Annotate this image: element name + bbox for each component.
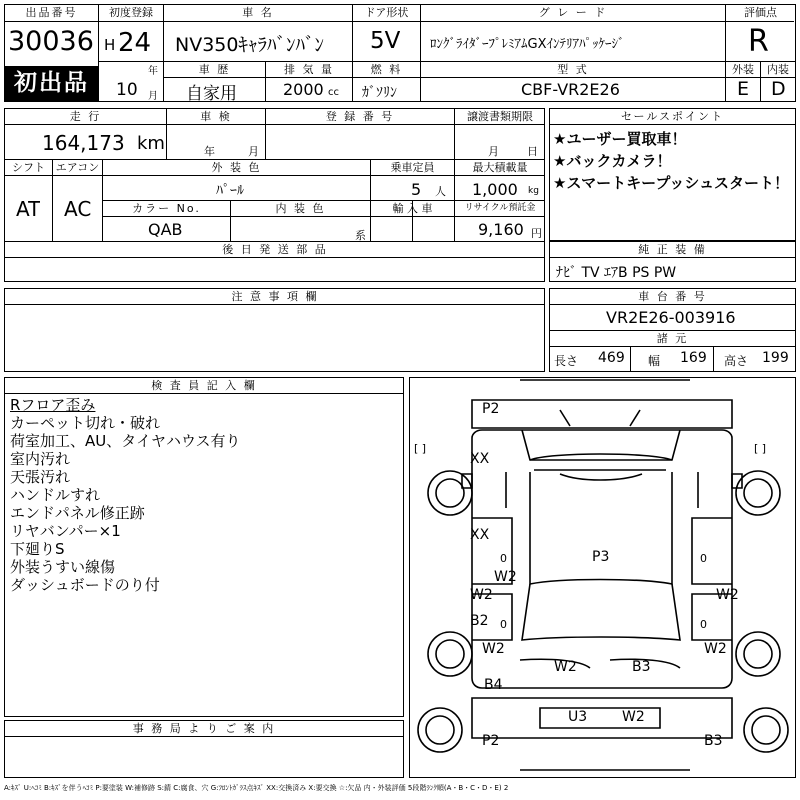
- displacement-unit: cc: [328, 87, 339, 98]
- office-notice-label: 事 務 局 よ り ご 案 内: [132, 722, 276, 735]
- sales-point: ★バックカメラ！: [553, 152, 672, 170]
- ac-value: AC: [64, 197, 92, 221]
- interior-color-label: 内 装 色: [275, 202, 326, 215]
- era: H: [104, 36, 116, 54]
- chassis-label: 車 台 番 号: [638, 290, 707, 303]
- displacement: 2000: [283, 80, 324, 99]
- score-label: 評価点: [744, 6, 777, 19]
- damage-mark: B3: [704, 733, 723, 749]
- sales-points-label: セールスポイント: [620, 110, 724, 123]
- capacity-unit: 人: [435, 185, 446, 198]
- width-label: 幅: [648, 354, 661, 368]
- first-listing-badge: 初出品: [5, 66, 98, 101]
- later-parts-label: 後 日 発 送 部 品: [222, 243, 328, 256]
- model-code: CBF-VR2E26: [521, 80, 620, 99]
- fuel: ｶﾞｿﾘﾝ: [362, 85, 397, 101]
- max-load-value: 1,000: [472, 180, 518, 199]
- capacity-label: 乗車定員: [390, 161, 435, 174]
- inspector-note: ハンドルすれ: [10, 486, 101, 504]
- reg-year-unit: 年: [148, 66, 158, 77]
- inspection-label: 車 検: [200, 110, 232, 123]
- history-label: 車 歴: [198, 63, 231, 76]
- reg-month-unit: 月: [148, 91, 158, 102]
- inspection-year-unit: 年: [204, 145, 215, 158]
- diagram-bracket-right: [ ]: [754, 442, 767, 455]
- color-number: QAB: [148, 220, 183, 239]
- shift-label: シフト: [12, 161, 45, 174]
- first-reg-label: 初度登録: [109, 6, 153, 19]
- inspector-note: 天張汚れ: [10, 468, 71, 486]
- diagram-bracket-left: [ ]: [414, 442, 427, 455]
- damage-mark: P2: [482, 733, 500, 749]
- car-diagram: [409, 377, 796, 778]
- damage-mark: W2: [716, 587, 739, 603]
- sales-points-list: [553, 128, 793, 194]
- car-outline: [410, 378, 797, 779]
- deadline-label: 譲渡書類期限: [467, 110, 533, 123]
- damage-mark: W2: [470, 587, 493, 603]
- lot-number-label: 出品番号: [25, 6, 78, 19]
- recycle-unit: 円: [531, 227, 542, 240]
- diagram-zero: 0: [700, 618, 707, 631]
- inspector-notes-list: [10, 396, 400, 594]
- exterior-grade-label: 外装: [732, 63, 754, 76]
- color-label: 外 装 色: [211, 161, 262, 174]
- model-label: 型 式: [557, 63, 589, 76]
- inspector-note: Rフロア歪み: [10, 396, 96, 414]
- inspector-label: 検 査 員 記 入 欄: [151, 379, 257, 392]
- length-value: 469: [598, 350, 625, 366]
- length-label: 長さ: [554, 354, 579, 368]
- mileage: 164,173: [42, 131, 125, 155]
- car-name: NV350ｷｬﾗﾊﾞﾝﾊﾞﾝ: [175, 34, 324, 56]
- history: 自家用: [186, 84, 237, 104]
- capacity-value: 5: [411, 180, 422, 199]
- inspector-note: カーペット切れ・破れ: [10, 414, 161, 432]
- lot-number: 30036: [8, 26, 94, 57]
- inspector-note: 荷室加工、AU、タイヤハウス有り: [10, 432, 241, 450]
- reg-year: 24: [118, 28, 152, 58]
- inspection-month-unit: 月: [248, 145, 259, 158]
- car-name-label: 車 名: [242, 6, 274, 19]
- notes-label: 注 意 事 項 欄: [231, 290, 319, 303]
- deadline-day-unit: 日: [527, 145, 538, 158]
- equipment-label: 純 正 装 備: [638, 243, 707, 256]
- damage-mark: W2: [494, 569, 517, 585]
- damage-mark: U3: [568, 709, 588, 725]
- diagram-zero: 0: [500, 618, 507, 631]
- deadline-month-unit: 月: [488, 145, 499, 158]
- diagram-zero: 0: [500, 552, 507, 565]
- displacement-label: 排 気 量: [284, 63, 334, 76]
- damage-mark: W2: [622, 709, 645, 725]
- damage-mark: W2: [554, 659, 577, 675]
- exterior-grade: E: [737, 78, 750, 100]
- damage-mark: XX: [470, 527, 490, 543]
- reg-number-label: 登 録 番 号: [325, 110, 395, 123]
- grade-label: グ レ ー ド: [538, 6, 608, 19]
- grade: ﾛﾝｸﾞﾗｲﾀﾞｰﾌﾟﾚﾐｱﾑGXｲﾝﾃﾘｱﾊﾟｯｹｰｼﾞ: [430, 37, 625, 52]
- max-load-unit: kg: [528, 186, 539, 196]
- damage-mark: XX: [470, 451, 490, 467]
- diagram-zero: 0: [700, 552, 707, 565]
- recycle-label: リサイクル預託金: [464, 203, 536, 213]
- mileage-unit: km: [137, 133, 165, 154]
- height-value: 199: [762, 350, 789, 366]
- inspector-note: エンドパネル修正跡: [10, 504, 145, 522]
- interior-grade-label: 内装: [767, 63, 789, 76]
- import-label: 輸 入 車: [392, 202, 433, 215]
- damage-mark: W2: [482, 641, 505, 657]
- inspector-note: ダッシュボードのり付: [10, 576, 160, 594]
- shift-value: AT: [16, 197, 41, 221]
- chassis-number: VR2E26-003916: [606, 308, 736, 327]
- width-value: 169: [680, 350, 707, 366]
- color-number-label: カラー No.: [132, 202, 201, 215]
- damage-mark: B4: [484, 677, 503, 693]
- door-type: 5V: [370, 28, 401, 54]
- inspector-note: 室内汚れ: [10, 450, 71, 468]
- damage-mark: P2: [482, 401, 500, 417]
- inspector-note: リヤバンパー×1: [10, 522, 121, 540]
- interior-color-suffix: 系: [355, 229, 366, 242]
- damage-mark: P3: [592, 549, 610, 565]
- score: R: [748, 24, 769, 59]
- recycle-value: 9,160: [478, 220, 524, 239]
- ac-label: エアコン: [55, 161, 100, 174]
- max-load-label: 最大積載量: [472, 161, 528, 174]
- equipment-value: ﾅﾋﾞ TV ｴｱB PS PW: [556, 265, 677, 281]
- damage-mark: W2: [704, 641, 727, 657]
- legend: A:ｷｽﾞ U:ﾍｺﾐ B:ｷｽﾞを伴うﾍｺﾐ P:要塗装 W:補修跡 S:錆 C:腐食、穴 G:ﾌﾛﾝﾄｶﾞﾗｽ点ｷｽﾞ XX:交換済み X:要交換 ☆:欠品 内・外装評価 5段階ﾗﾝｸ順(A・B・C・D・E) 2: [4, 784, 509, 792]
- reg-month: 10: [116, 80, 138, 100]
- height-label: 高さ: [724, 354, 749, 368]
- mileage-label: 走 行: [69, 110, 102, 123]
- damage-mark: B2: [470, 613, 489, 629]
- door-label: ドア形状: [364, 6, 409, 19]
- sales-point: ★ユーザー買取車！: [553, 130, 687, 148]
- damage-mark: B3: [632, 659, 651, 675]
- inspector-note: 下廻りS: [10, 540, 65, 558]
- color-value: ﾊﾟｰﾙ: [216, 183, 244, 199]
- dims-label: 諸 元: [656, 332, 689, 345]
- fuel-label: 燃 料: [370, 63, 403, 76]
- interior-grade: D: [771, 78, 786, 100]
- sales-point: ★スマートキープッシュスタート！: [553, 174, 790, 192]
- inspector-note: 外装うすい線傷: [10, 558, 116, 576]
